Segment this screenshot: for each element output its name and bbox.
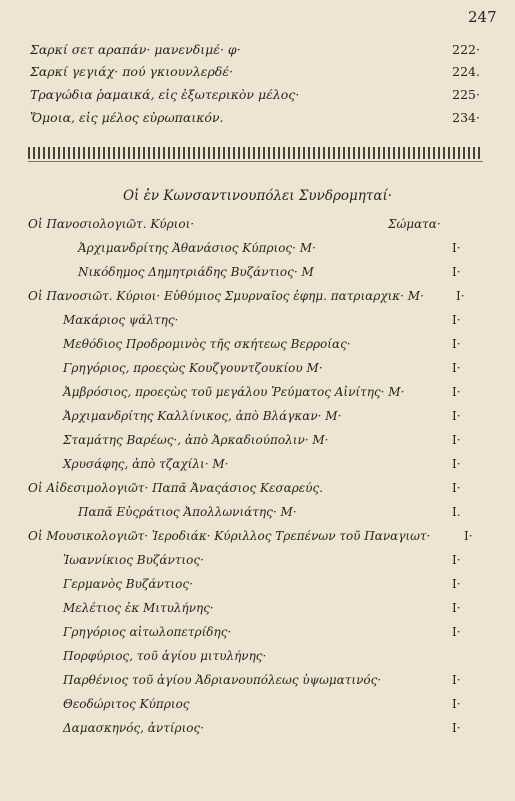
toc-row [30,42,480,62]
toc-row [30,110,480,130]
entry-text: Νικόδημος Δημητριάδης Βυζάντιος· Μ [78,265,314,279]
subscriber-row [63,577,193,597]
toc-row [30,87,480,107]
entry-text: Μακάριος ψάλτης· [63,313,179,327]
subscriber-row [63,409,341,429]
divider [28,161,483,162]
toc-title: Σαρκί γεγιάχ· πού γκιουνλερδέ· [30,64,234,79]
toc-page: 234· [452,110,480,125]
entry-text: Μελέτιος ἐκ Μιτυλήνης· [63,601,214,615]
subscriber-row [63,697,190,717]
entry-text: Οἱ Πανοσιῶτ. Κύριοι· Εὐθύμιος Σμυρναῖος ἐφημ. πατριαρχικ· Μ· [28,289,424,303]
entry-count: I· [452,433,461,447]
subscriber-row [63,625,231,645]
entry-text: Παπᾶ Εὐςράτιος Ἀπολλωνιάτης· Μ· [78,505,297,519]
entry-text: Παρθένιος τοῦ ἁγίου Ἀδριανουπόλεως ὑψωματινός· [63,673,382,687]
toc-title: Σαρκί σετ αραπάν· μανενδιμέ· φ· [30,42,241,57]
entry-text: Γερμανὸς Βυζάντιος· [63,577,193,591]
entry-count: I· [464,529,473,543]
subscriber-row [78,505,297,525]
entry-text: Γρηγόριος, προεςὼς Κουζγουντζουκίου Μ· [63,361,323,375]
subscriber-row [63,601,214,621]
entry-text: Χρυσάφης, ἀπὸ τζαχίλι· Μ· [63,457,229,471]
entry-text: Ἀρχιμανδρίτης Ἀθανάσιος Κύπριος· Μ· [78,241,316,255]
subscriber-row [63,553,204,573]
entry-count: I. [452,505,461,519]
entry-count: I· [452,337,461,351]
entry-count: I· [452,697,461,711]
subscriber-group-label [28,217,194,237]
subscriber-row [28,289,424,309]
entry-count: I· [452,481,461,495]
subscriber-row [63,673,381,693]
subscriber-row [63,337,351,357]
subscriber-row [78,241,316,261]
entry-text: Οἱ Πανοσιολογιῶτ. Κύριοι· [28,217,195,231]
entry-text: Γρηγόριος αἰτωλοπετρίδης· [63,625,232,639]
subscriber-row [63,457,228,477]
toc-title: Τραγώδια ῥαμαικά, εἰς ἐξωτερικὸν μέλος· [30,87,300,102]
toc-page: 225· [452,87,480,102]
subscriber-row [63,433,328,453]
entry-count: I· [452,457,461,471]
entry-count: I· [452,721,461,735]
subscriber-row [63,721,204,741]
section-heading: Οἱ ἐν Κωνσαντινουπόλει Συνδρομηταί· [122,188,393,204]
entry-count: I· [452,361,461,375]
subscriber-row [28,529,430,549]
entry-count: I· [452,241,461,255]
entry-text: Μεθόδιος Προδρομινὸς τῆς σκήτεως Βερροίας· [63,337,351,351]
entry-text: Θεοδώριτος Κύπριος [63,697,190,711]
count-column-header: Σώματα· [388,217,441,231]
toc-page: 222· [452,42,480,57]
entry-text: Ἀμβρόσιος, προεςὼς τοῦ μεγάλου Ῥεύματος Αἰνίτης· Μ· [63,385,405,399]
entry-count: I· [452,553,461,567]
subscriber-row [63,649,266,669]
entry-count: I· [452,313,461,327]
entry-count: I· [452,577,461,591]
subscriber-row [63,313,178,333]
entry-text: Πορφύριος, τοῦ ἁγίου μιτυλήνης· [63,649,267,663]
entry-text: Ἀρχιμανδρίτης Καλλίνικος, ἀπὸ Βλάγκαν· Μ· [63,409,342,423]
toc-page: 224. [452,64,480,79]
entry-count: I· [456,289,465,303]
entry-text: Οἱ Μουσικολογιῶτ· Ἱεροδιάκ· Κύριλλος Τρεπένων τοῦ Παναγιωτ· [28,529,431,543]
toc-title: Ὅμοια, εἰς μέλος εὐρωπαικόν. [30,110,224,125]
page-number: 247 [468,8,497,26]
entry-count: I· [452,673,461,687]
entry-text: Σταμάτης Βαρέως·, ἀπὸ Ἀρκαδιούπολιν· Μ· [63,433,329,447]
entry-count: I· [452,385,461,399]
entry-count: I· [452,409,461,423]
entry-text: Οἱ Αἰδεσιμολογιῶτ· Παπᾶ Ἀναςάσιος Κεσαρεύς. [28,481,324,495]
subscriber-row [63,385,404,405]
subscriber-row [63,361,323,381]
entry-text: Δαμασκηνός, ἀντίριος· [63,721,205,735]
subscriber-row [28,481,323,501]
entry-count: I· [452,601,461,615]
subscriber-row [78,265,314,285]
entry-text: Ἰωαννίκιος Βυζάντιος· [63,553,204,567]
ornamental-rule [28,147,483,159]
entry-count: I· [452,625,461,639]
toc-row [30,64,480,84]
entry-count: I· [452,265,461,279]
